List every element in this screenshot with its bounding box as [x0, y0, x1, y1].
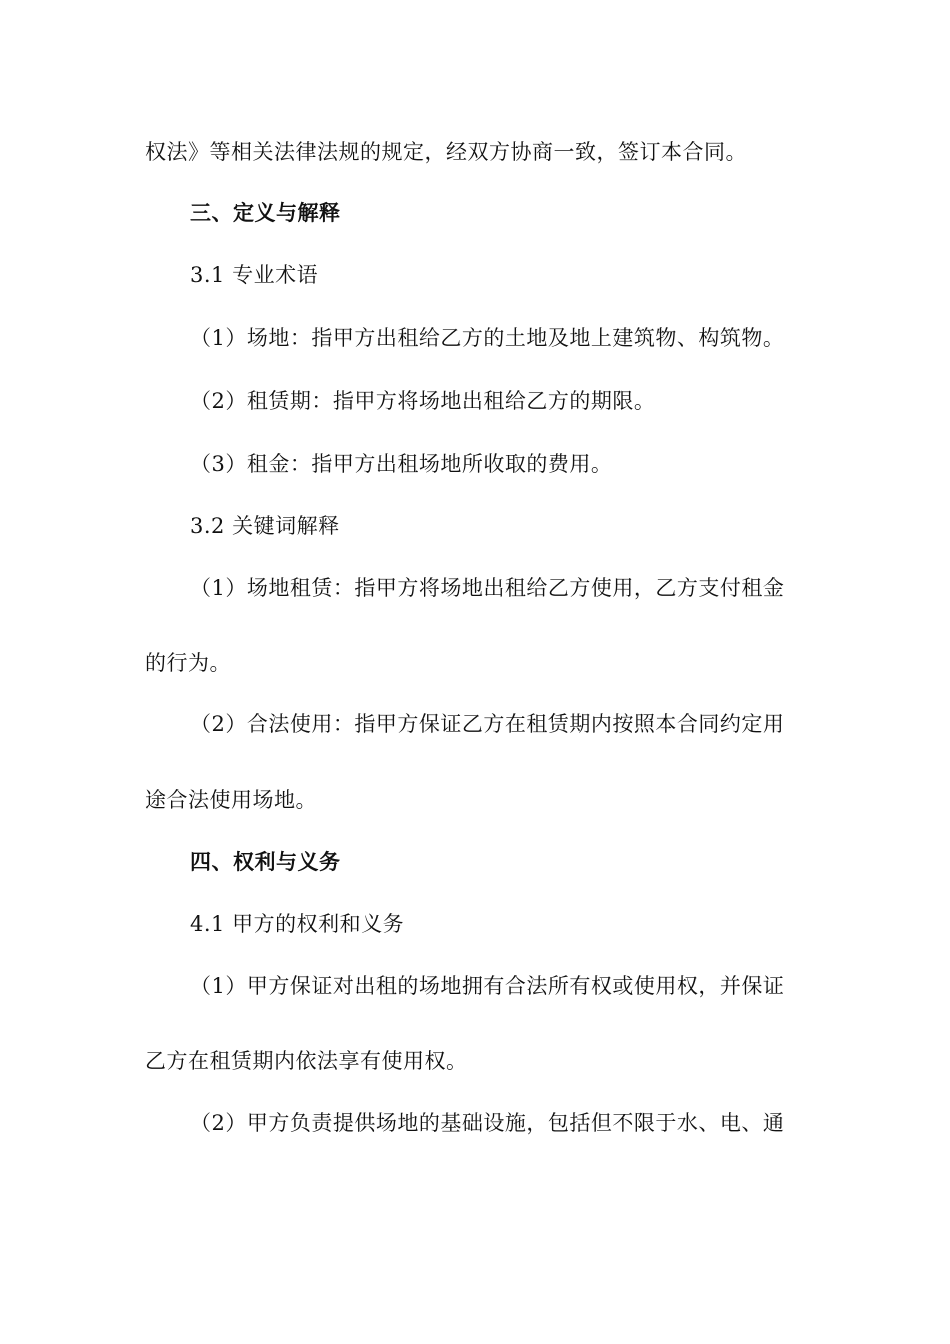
body-text-line: 途合法使用场地。: [145, 788, 317, 812]
list-item: （1）甲方保证对出租的场地拥有合法所有权或使用权，并保证: [190, 974, 785, 998]
list-item: （3）租金：指甲方出租场地所收取的费用。: [190, 452, 613, 476]
body-text-line: 的行为。: [145, 651, 231, 675]
list-item: （2）甲方负责提供场地的基础设施，包括但不限于水、电、通: [190, 1111, 785, 1135]
list-item: （2）租赁期：指甲方将场地出租给乙方的期限。: [190, 389, 656, 413]
body-text-line: 乙方在租赁期内依法享有使用权。: [145, 1049, 468, 1073]
body-text-line: 权法》等相关法律法规的规定，经双方协商一致，签订本合同。: [145, 140, 747, 164]
section-heading: 四、权利与义务: [190, 849, 341, 874]
subsection-heading: 4.1 甲方的权利和义务: [190, 912, 405, 936]
section-heading: 三、定义与解释: [190, 200, 341, 225]
list-item: （1）场地：指甲方出租给乙方的土地及地上建筑物、构筑物。: [190, 326, 785, 350]
subsection-heading: 3.1 专业术语: [190, 263, 319, 287]
list-item: （1）场地租赁：指甲方将场地出租给乙方使用，乙方支付租金: [190, 576, 785, 600]
subsection-heading: 3.2 关键词解释: [190, 514, 340, 538]
list-item: （2）合法使用：指甲方保证乙方在租赁期内按照本合同约定用: [190, 712, 785, 736]
